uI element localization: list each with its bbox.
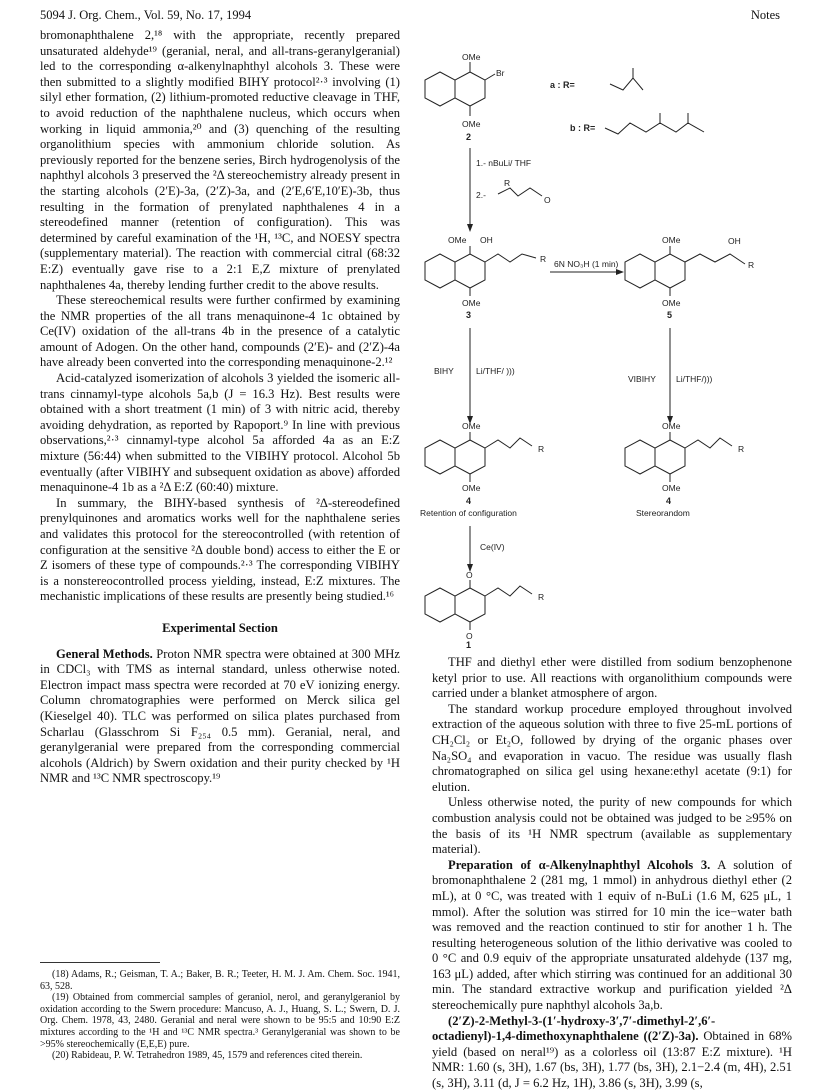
compound-paragraph [432,1014,792,1092]
oh-label: OH [728,236,741,246]
run-in-heading: General Methods. [56,646,153,661]
ome-label: OMe [448,235,467,245]
naphthoquinone-structure-1 [425,570,544,648]
paragraph: Acid-catalyzed isomerization of alcohols 3 yielded the isomeric all-trans cinnamyl-type alcohols 5a,b (J = 16.3 Hz). Best results were obtained with a short treatment (1 min) of 3 with nitric acid, thereby avoiding dehydration, as reported by Rapoport.⁹ In line with previous observations,²·³ cinnamyl-type alcohol 5a afforded 4a as an E:Z mixture (56:44) when submitted to the VIBIHY protocol. Alcohol 5b eventually (after VIBIHY and subsequent oxidation as above) afforded menaquinone-4 1b as a ²Δ E:Z (60:40) mixture. [40,371,400,495]
ome-label: OMe [662,421,681,431]
naphthalene-structure-4-stereorandom [625,421,744,518]
ome-label: OMe [662,235,681,245]
paragraph: These stereochemical results were further confirmed by examining the NMR properties of the all trans menaquinone-4 1c obtained by Ce(IV) oxidation of the all-trans 4b in the presence of a catalytic amount of Adogen. On the other hand, compounds (2′E)- and (2′Z)-4a have already been converted into the corresponding menaquinone-2.¹² [40,293,400,370]
o-label: O [466,631,473,641]
paragraph: THF and diethyl ether were distilled from sodium benzophenone ketyl prior to use. All reactions with organolithium compounds were carried under a blanket atmosphere of argon. [432,655,792,701]
naphthalene-structure-3 [425,235,546,320]
acid-conditions: 6N NO₃H (1 min) [554,259,619,269]
vibihy-label: VIBIHY [628,374,656,384]
aldehyde-chain [498,188,542,196]
ome-label: OMe [462,421,481,431]
vibihy-conditions: Li/THF/))) [676,374,713,384]
footnotes [40,962,400,1062]
r-definition-b: b : R= [570,123,596,133]
prep-paragraph [432,858,792,1014]
o-label: O [466,570,473,580]
reaction-scheme [420,28,800,648]
left-column [40,28,400,787]
section-name: Notes [750,8,780,22]
retention-caption: Retention of configuration [420,508,517,518]
footnote: (19) Obtained from commercial samples of geraniol, nerol, and geranylgeraniol by oxidation according to the Swern procedure: Mancuso, A. J., Huang, S. L.; Swern, D. J. Org. Chem. 1978, 43, 2480. Geranial and neral were shown to be 95:5 and 10:90 E:Z mixtures according to the ¹H and ¹³C NMR spectra.³ Geranylgeranial was shown to be >95% stereochemically (E,E,E) pure. [40,992,400,1050]
compound-number: 3 [466,310,472,320]
compound-number: 2 [466,132,472,142]
naphthalene-structure-5 [625,235,754,320]
journal-citation: 5094 J. Org. Chem., Vol. 59, No. 17, 1994 [40,8,252,22]
paragraph: In summary, the BIHY-based synthesis of ²Δ-stereodefined prenylquinones and aromatics works well for the naphthalene series and validates this protocol for the stereocontrolled (with retention of configuration at the sensitive ²Δ double bond) access to either the E or Z isomers of these type of compounds.²·³ The corresponding VIBIHY is a nonstereocontrolled process yielding, instead, E:Z mixtures. The mechanistic implications of these results are presently being studied.¹⁶ [40,495,400,604]
paragraph: The standard workup procedure employed throughout involved extraction of the aqueous solution with three to five 25-mL portions of CH₂Cl₂ or Et₂O, followed by drying of the organic phases over Na₂SO₄ and evaporation in vacuo. The residue was usually flash chromatographed on silica gel using hexane:ethyl acetate (9:1) for elution. [432,701,792,794]
footnote-rule [40,962,160,963]
page-header [40,8,780,26]
compound-number: 5 [667,310,673,320]
ome-label: OMe [462,483,481,493]
br-label: Br [496,68,505,78]
naphthalene-structure-2 [425,52,505,142]
r-label: R [738,444,745,454]
naphthalene-structure-4 [420,421,544,518]
oh-label: OH [480,235,493,245]
footnote: (20) Rabideau, P. W. Tetrahedron 1989, 45, 1579 and references cited therein. [52,1050,363,1062]
section-title: Experimental Section [162,620,278,635]
r-label: R [748,260,755,270]
reagent-step-2: 2.- [476,190,486,200]
ome-label: OMe [462,298,481,308]
reagent-step-1: 1.- nBuLi/ THF [476,158,532,168]
bihy-conditions: Li/THF/ ))) [476,366,515,376]
stereorandom-caption: Stereorandom [636,508,690,518]
paragraph-text: Proton NMR spectra were obtained at 300 MHz in CDCl₃ with TMS as internal standard, unless otherwise noted. Electron impact mass spectra were recorded at 70 eV ionizing energy. Column chromatographies were performed on Merck silica gel (Kieselgel 40). TLC was performed on silica plates purchased from Scharlau (Glasschrom Si F₂₅₄ 0.5 mm). Geranial, neral, and geranylgeranial were prepared from the corresponding commercial alcohols (Aldrich) by Swern oxidation and their purity checked by ¹H NMR and ¹³C NMR spectroscopy.¹⁹ [40,646,400,786]
ome-label: OMe [662,298,681,308]
ome-label: OMe [462,119,481,129]
run-in-heading: Preparation of α-Alkenylnaphthyl Alcohols 3. [448,857,711,872]
compound-number: 4 [466,496,472,506]
prenyl-chain-a [610,78,643,90]
r-label: R [538,444,545,454]
bihy-label: BIHY [434,366,454,376]
compound-name: (2′Z)-2-Methyl-3-(1′-hydroxy-3′,7′-dimethyl-2′,6′-octadienyl)-1,4-dimethoxynaphthalene ((2′Z)-3a). [432,1013,716,1044]
r-definition-a: a : R= [550,80,575,90]
ome-label: OMe [662,483,681,493]
compound-number: 4 [666,496,672,506]
o-label: O [544,195,551,205]
paragraph: Unless otherwise noted, the purity of new compounds for which combustion analysis could not be obtained was judged to be ≥95% on the basis of its ¹H NMR spectrum (available as supplementary material). [432,795,792,857]
r-label: R [504,178,511,188]
compound-number: 1 [466,640,472,648]
oxidant-label: Ce(IV) [480,542,505,552]
r-label: R [538,592,545,602]
prenyl-chain-b [605,123,704,134]
paragraph-text: A solution of bromonaphthalene 2 (281 mg, 1 mmol) in anhydrous diethyl ether (2 mL), at 0 °C, was treated with 1 equiv of n-BuLi (1.6 M, 625 μL, 1 mmol). After the solution was stirred for 10 min the ice−water bath was removed and the reaction continued to stir for another 1 h. The resulting heterogeneous solution of the lithio derivative was cooled to 0 °C and 0.9 equiv of the appropriate unsaturated aldehyde (137 mg, 163 μL) added, after which stirring was continued for an additional 30 min. The standard extractive workup and purification yielded ²Δ stereochemically pure naphthyl alcohols 3a,b. [432,857,792,1013]
ome-label: OMe [462,52,481,62]
general-methods-paragraph [40,647,400,787]
footnote: (18) Adams, R.; Geisman, T. A.; Baker, B. R.; Teeter, H. M. J. Am. Chem. Soc. 1941, 63, 528. [40,969,400,992]
paragraph: bromonaphthalene 2,¹⁸ with the appropriate, recently prepared unsaturated aldehyde¹⁹ (geranial, neral, and all-trans-geranylgeranial) led to the corresponding α-alkenylnaphthyl alcohols 3. These were then submitted to a slightly modified BIHY protocol²·³ involving (1) silyl ether formation, (2) lithium-promoted reductive cleavage in THF, to avoid reduction of the naphthalene nucleus, which occurs when working in liquid ammonia,²⁰ and (3) quenching of the resulting organolithium species with ammonium chloride solution. As previously reported for the benzene series, Birch hydrogenolysis of the naphthyl alcohols 3 preserved the ²Δ stereochemistry already present in the starting alcohols (2′E)-3a, (2′Z)-3a, and (2′E,6′E,10′E)-3b, thus resulting in the formation of prenylated naphthalenes 4 in a stereodefined manner (retention of configuration). This was determined by careful examination of the ¹H, ¹³C, and NOESY spectra (supplementary material). The reaction with commercial citral (68:32 E:Z) eventually gave rise to a 2:1 E,Z mixture of prenylated naphthalenes 4a, thereby lending further credit to the above results. [40,28,400,292]
paragraph-text: Obtained in 68% yield (based on neral¹⁹) as a colorless oil (13:87 E:Z mixture). ¹H NMR: 1.60 (s, 3H), 1.67 (bs, 3H), 1.77 (bs, 3H), 2.1−2.4 (m, 4H), 2.51 (s, 3H), 3.11 (d, J = 6.2 Hz, 1H), 3.86 (s, 3H), 3.99 (s, [432,1029,792,1091]
right-column [432,655,792,1092]
r-label: R [540,254,547,264]
